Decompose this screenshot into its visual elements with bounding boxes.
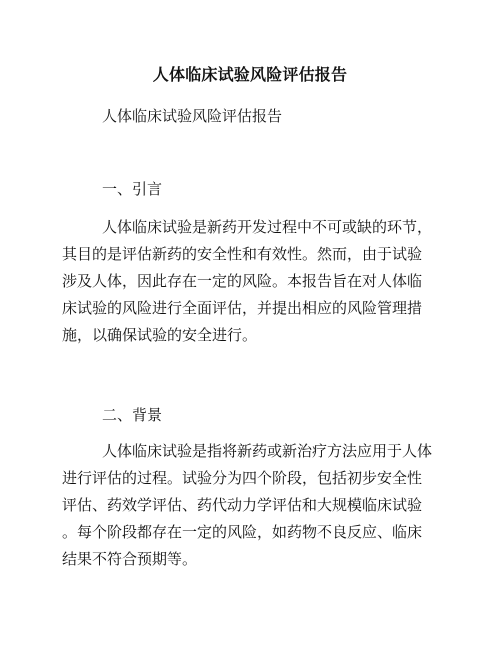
paragraph-line: 涉及人体，因此存在一定的风险。本报告旨在对人体临 [62, 272, 423, 290]
paragraph-line: 施，以确保试验的安全进行。 [62, 326, 258, 344]
paragraph-line: 。每个阶段都存在一定的风险，如药物不良反应、临床 [62, 523, 423, 541]
paragraph-line: 评估、药效学评估、药代动力学评估和大规模临床试验 [62, 496, 423, 514]
section-paragraph-introduction [62, 214, 442, 349]
section-heading-introduction: 一、引言 [102, 180, 163, 198]
section-paragraph-background [62, 438, 442, 573]
paragraph-line: 床试验的风险进行全面评估，并提出相应的风险管理措 [62, 299, 423, 317]
document-title: 人体临床试验风险评估报告 [152, 65, 348, 84]
paragraph-line: 进行评估的过程。试验分为四个阶段，包括初步安全性 [62, 469, 423, 487]
paragraph-line: 结果不符合预期等。 [62, 550, 198, 568]
paragraph-line: 人体临床试验是新药开发过程中不可或缺的环节， [102, 218, 433, 236]
paragraph-line: 其目的是评估新药的安全性和有效性。然而，由于试验 [62, 245, 423, 263]
document-subtitle: 人体临床试验风险评估报告 [102, 107, 283, 125]
paragraph-line: 人体临床试验是指将新药或新治疗方法应用于人体 [102, 442, 433, 460]
section-heading-background: 二、背景 [102, 406, 163, 424]
